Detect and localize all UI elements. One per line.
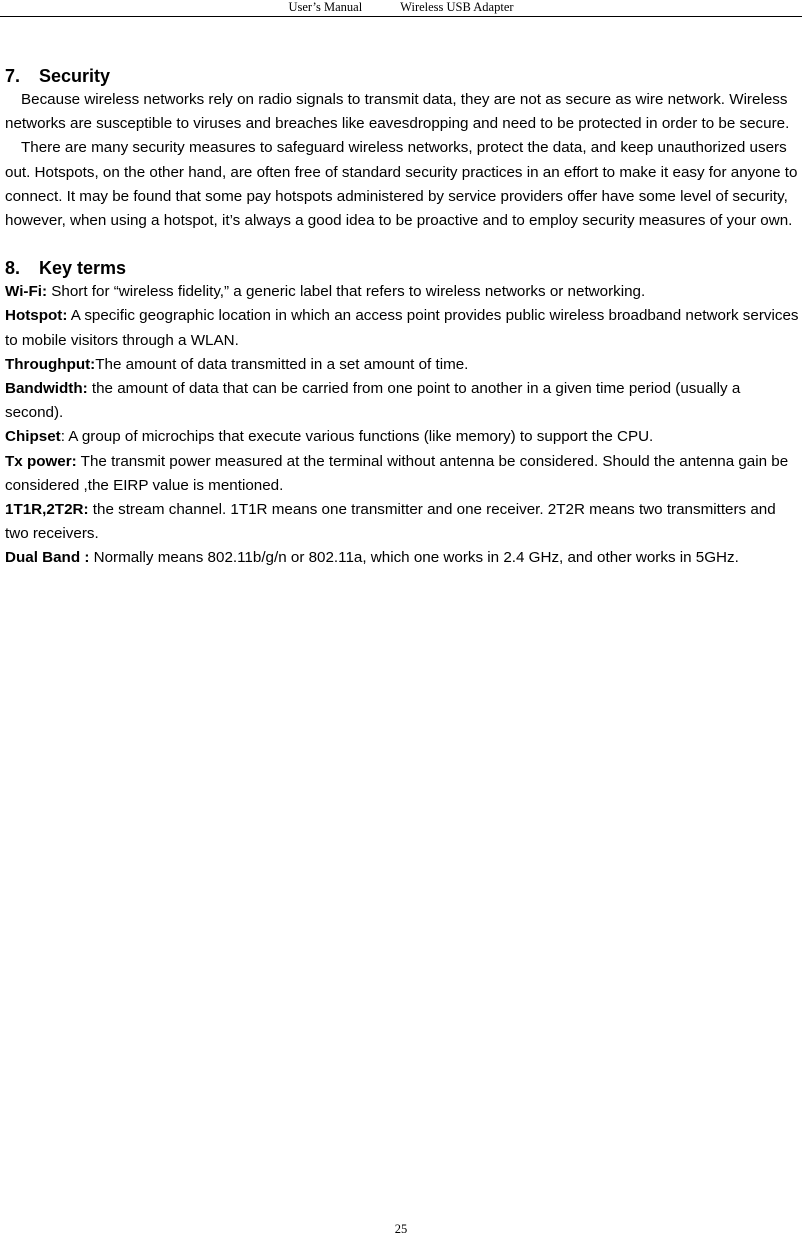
term-definition: Short for “wireless fidelity,” a generic label that refers to wireless networks or networking.	[47, 283, 646, 301]
section-heading-key-terms	[5, 256, 799, 280]
term-definition: : A group of microchips that execute various functions (like memory) to support the CPU.	[60, 428, 654, 446]
term-label: Hotspot:	[5, 307, 68, 325]
term-label: Dual Band :	[5, 549, 90, 567]
paragraph: Because wireless networks rely on radio signals to transmit data, they are not as secure as wire network. Wireless networks are susceptible to viruses and breaches like eavesdropping and need to be protected in order to be secure.	[5, 91, 790, 133]
page-header	[0, 0, 802, 17]
page-number: 25	[394, 1222, 408, 1236]
term-definition: the amount of data that can be carried from one point to another in a given time period (usually a second).	[5, 380, 741, 422]
term-label: Chipset	[5, 428, 61, 446]
header-manual-title: User’s Manual	[288, 0, 363, 14]
term-entry	[5, 280, 799, 304]
section-title: Key terms	[39, 258, 127, 279]
term-label: Tx power:	[5, 452, 77, 470]
term-entry	[5, 304, 799, 352]
term-definition: Normally means 802.11b/g/n or 802.11a, which one works in 2.4 GHz, and other works in 5GHz.	[89, 549, 739, 567]
term-definition: A specific geographic location in which an access point provides public wireless broadband network services to mobile visitors through a WLAN.	[5, 307, 799, 349]
term-entry	[5, 377, 799, 425]
section-number: 8.	[5, 258, 21, 279]
term-entry	[5, 425, 799, 449]
section-heading-security	[5, 64, 799, 88]
term-label: Bandwidth:	[5, 380, 88, 398]
term-definition: The transmit power measured at the terminal without antenna be considered. Should the antenna gain be considered ,the EIRP value is mentioned.	[5, 452, 789, 494]
section-security	[5, 64, 799, 233]
header-product-title: Wireless USB Adapter	[400, 0, 514, 14]
section-title: Security	[39, 66, 111, 86]
term-definition: the stream channel. 1T1R means one transmitter and one receiver. 2T2R means two transmitters and two receivers.	[5, 501, 776, 543]
term-definition: The amount of data transmitted in a set amount of time.	[95, 355, 469, 373]
term-entry	[5, 450, 799, 498]
page-content	[5, 64, 799, 571]
term-label: Throughput:	[5, 355, 96, 373]
term-entry	[5, 498, 799, 546]
paragraph: There are many security measures to safeguard wireless networks, protect the data, and keep unauthorized users out. Hotspots, on the other hand, are often free of standard security practices in an effort to make it easy for anyone to connect. It may be found that some pay hotspots administered by service providers offer have some level of security, however, when using a hotspot, it’s always a good idea to be proactive and to employ security measures of your own.	[5, 139, 798, 230]
section-number: 7.	[5, 66, 21, 86]
section-key-terms	[5, 256, 799, 570]
term-entry	[5, 353, 799, 377]
term-label: Wi-Fi:	[5, 283, 48, 301]
term-label: 1T1R,2T2R:	[5, 501, 89, 519]
term-entry	[5, 546, 799, 570]
